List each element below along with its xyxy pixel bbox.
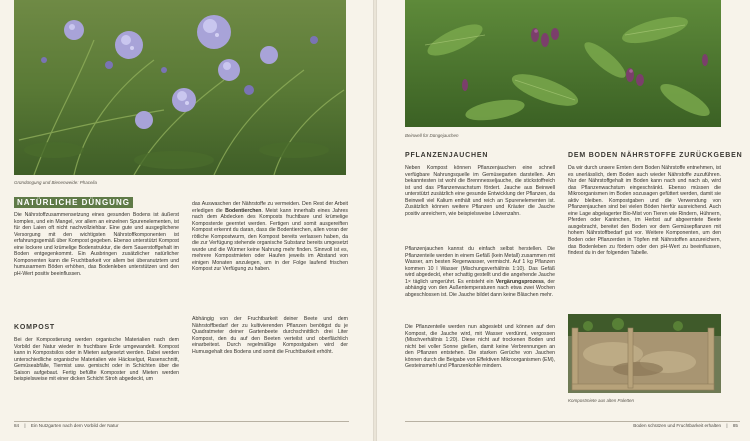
right-page xyxy=(377,0,750,441)
bodentierchen-bold: Bodentierchen xyxy=(225,207,262,214)
footer-separator-right: | xyxy=(726,423,728,428)
pallet-compost-photo xyxy=(568,314,721,393)
photo-caption: Gründüngung und Bienenweide: Phacelia xyxy=(14,180,98,185)
manure-text-after: , der abhängig von den Außentemperaturen nach etwa zwei Wochen abgeschlossen ist. Die Jauche bildet dann keine Bläschen mehr. xyxy=(405,278,555,298)
right-column-1-paragraph-1: Neben Kompost können Pflanzenjauchen eine schnell verfügbare Nahrungsquelle im Gemüsegarten darstellen. Am bekanntesten ist wohl die Brennnesseljauche, die stickstoffreich ist und das Pflanzenwachstum fördert. Jauche aus Beinwell unterstützt zusätzlich eine gesunde Entwicklung der Pflanzen, da Beinwell viel Kalium enthält und reich an Spurenelementen ist. Zusätzlich können weitere Pflanzen und Kräuter die Jauche positiv anreichern, wie beispielsweise Löwenzahn. xyxy=(405,165,555,217)
subheading-kompost: KOMPOST xyxy=(14,324,55,331)
comfrey-photo xyxy=(405,0,721,127)
heading-return-nutrients: DEM BODEN NÄHRSTOFFE ZURÜCKGEBEN xyxy=(568,152,743,159)
page-number-left: 84 xyxy=(14,423,20,428)
right-footer-rule xyxy=(405,421,740,422)
left-footer xyxy=(14,423,118,428)
manure-text-before: Pflanzenjauchen kannst du einfach selbst herstellen. Die Pflanzenteile werden in einem Gefäß (kein Metall) zusammen mit Wasser, am besten Regenwasser, vermischt. Auf 1 kg Pflanzen kommen 10 l Wasser (Mischungsverhältnis 1:10). Das Gefäß wird abgedeckt, eher schattig gestellt und die angehende Jauche 1× täglich umgerührt. Es entsteht ein xyxy=(405,246,555,285)
right-column-1-paragraph-2 xyxy=(405,246,555,298)
footer-separator: | xyxy=(24,423,26,428)
heading-plant-manures: PFLANZENJAUCHEN xyxy=(405,152,489,159)
photo-caption-comfrey: Beinwell für Düngejauchen xyxy=(405,133,459,138)
left-column-2-paragraph-2: Abhängig von der Fruchtbarkeit deiner Beete und dem Nährstoffbedarf der zu kultivierenden Pflanzen benötigst du je Quadratmeter deiner Gartenbeete durchschnittlich drei Liter Kompost, den du auf den Beeten verteilst und oberflächlich einarbeitest. Durch regelmäßige Kompostgaben wird der Humusgehalt des Bodens und somit die Fruchtbarkeit erhöht. xyxy=(192,316,348,355)
compost-text-before: das Auswaschen der Nährstoffe zu vermeiden. Den Rest der Arbeit erledigen die xyxy=(192,201,348,214)
page-number-right: 85 xyxy=(732,423,738,428)
right-footer xyxy=(633,423,738,428)
right-column-2-paragraph-1: Da wir durch unsere Ernten dem Boden Nährstoffe entnehmen, ist es unerlässlich, dem Boden auch wieder Nährstoffe zuzuführen. Nur der Nährstoffgehalt im Boden kann nach und nach ab, wird das Pflanzenwachstum eingeschränkt. Ebenso müssen die Mikroorganismen im Boden sozusagen gefüttert werden, damit sie aktiv bleiben. Kompostgaben und die Verwendung von Pflanzenjauchen sind bei vielen Böden hierfür ausreichend. Auch eine Lage abgelagerter Bio-Mist von Tieren wie Rindern, Hühnern, Pferden oder Kaninchen, im Herbst auf abgeerntete Beete ausgebracht, bereitet den Boden vor dem Gemüsepflanzen mit hohem Nährstoffbedarf gut vor. Weitere Komponenten, um den Boden oder Pflanzerden in Töpfen mit Nährstoffen anzureichern, das Bodenleben zu fördern oder den pH-Wert zu beeinflussen, findest du in der folgenden Tabelle. xyxy=(568,165,721,257)
compost-text-after: . Meist kann innerhalb eines Jahres nach dem Abdecken des Komposts fruchtbare und krümelige Komposterde geerntet werden. Fertigen und somit ausgereiften Kompost erkennt du daran, dass die Bodentierchen, allen voran der rötliche Kompostwurm, den Kompost bereits verlassen haben, da die zur Verfügung stehende organische Substanz bereits umgesetzt wurde und die Würmer keine Nahrung mehr finden. Sinnvoll ist es, mehrere Kompostmieten oder Haufen jeweils im Abstand von einigen Monaten anzulegen, um in der Folge laufend frischen Kompost zur Verfügung zu haben. xyxy=(192,207,348,273)
footer-section-left: Ein Nutzgarten nach dem Vorbild der Natur xyxy=(30,423,119,428)
section-heading-natural-fertilizing xyxy=(14,197,133,208)
fermentation-bold: Vergärungsprozess xyxy=(495,278,544,285)
left-footer-rule xyxy=(14,421,349,422)
left-page xyxy=(0,0,373,441)
phacelia-photo xyxy=(14,0,346,175)
footer-section-right: Boden schützen und Fruchtbarkeit erhalten xyxy=(633,423,722,428)
photo-caption-pallet-compost: Kompostmiete aus alten Paletten xyxy=(568,398,635,403)
left-column-1-paragraph-1: Die Nährstoffzusammensetzung eines gesunden Bodens ist äußerst komplex, und ein Mangel, vor allem an einzelnen Spurenelementen, ist für den Laien oft nicht nachvollziehbar. Eine gute und ausgeglichene Versorgung mit den wichtigsten Nährstoffkomponenten ist erfahrungsgemäß über Kompost gegeben. Ebenso unterstützt Kompost eine lockere und krümelige Bodenstruktur, die dem Sauerstoffgehalt im Boden entgegenkommt. Ein Ausbringen zusätzlicher natürlicher Komponenten kann die Fruchtbarkeit vor allem bei überanutztem und humusarmem Böden erhöhen, das Bodenleben unterstützen und den pH-Wert positiv beeinflussen. xyxy=(14,212,179,277)
section-heading-label: NATÜRLICHE DÜNGUNG xyxy=(17,198,130,207)
left-column-1-paragraph-2: Bei der Kompostierung werden organische Materialien nach dem Vorbild der Natur wieder in fruchtbare Erde umgewandelt. Kompost kann in Kompostsilos oder in Mieten aufgesetzt werden. Dabei werden unterschiedliche organische Materialien wie Häckselgut, Rasenschnitt, Gemüseabfälle, Tiermist usw. gemischt oder in Schichten über die Saison aufgebaut. Fertig befüllte Komposter und Mieten werden beispielsweise mit einer dicken Schicht Stroh abgedeckt, um xyxy=(14,337,179,383)
right-column-1-paragraph-3: Die Pflanzenteile werden nun abgesiebt und können auf den Kompost, die Jauche wird, mit Wasser verdünnt, vergossen (Mischverhältnis 1:20). Diese nicht auf trockenen Boden und nicht bei voller Sonne gießen, damit keine Verbrennungen an den Pflanzen entstehen. Die starken Gerüche von Jauchen können durch die Beigabe von Effektiven Mikroorganismen (EM), Gesteinsmehl und Pflanzenkohle mindern. xyxy=(405,324,555,370)
left-column-2-paragraph-1 xyxy=(192,201,348,273)
